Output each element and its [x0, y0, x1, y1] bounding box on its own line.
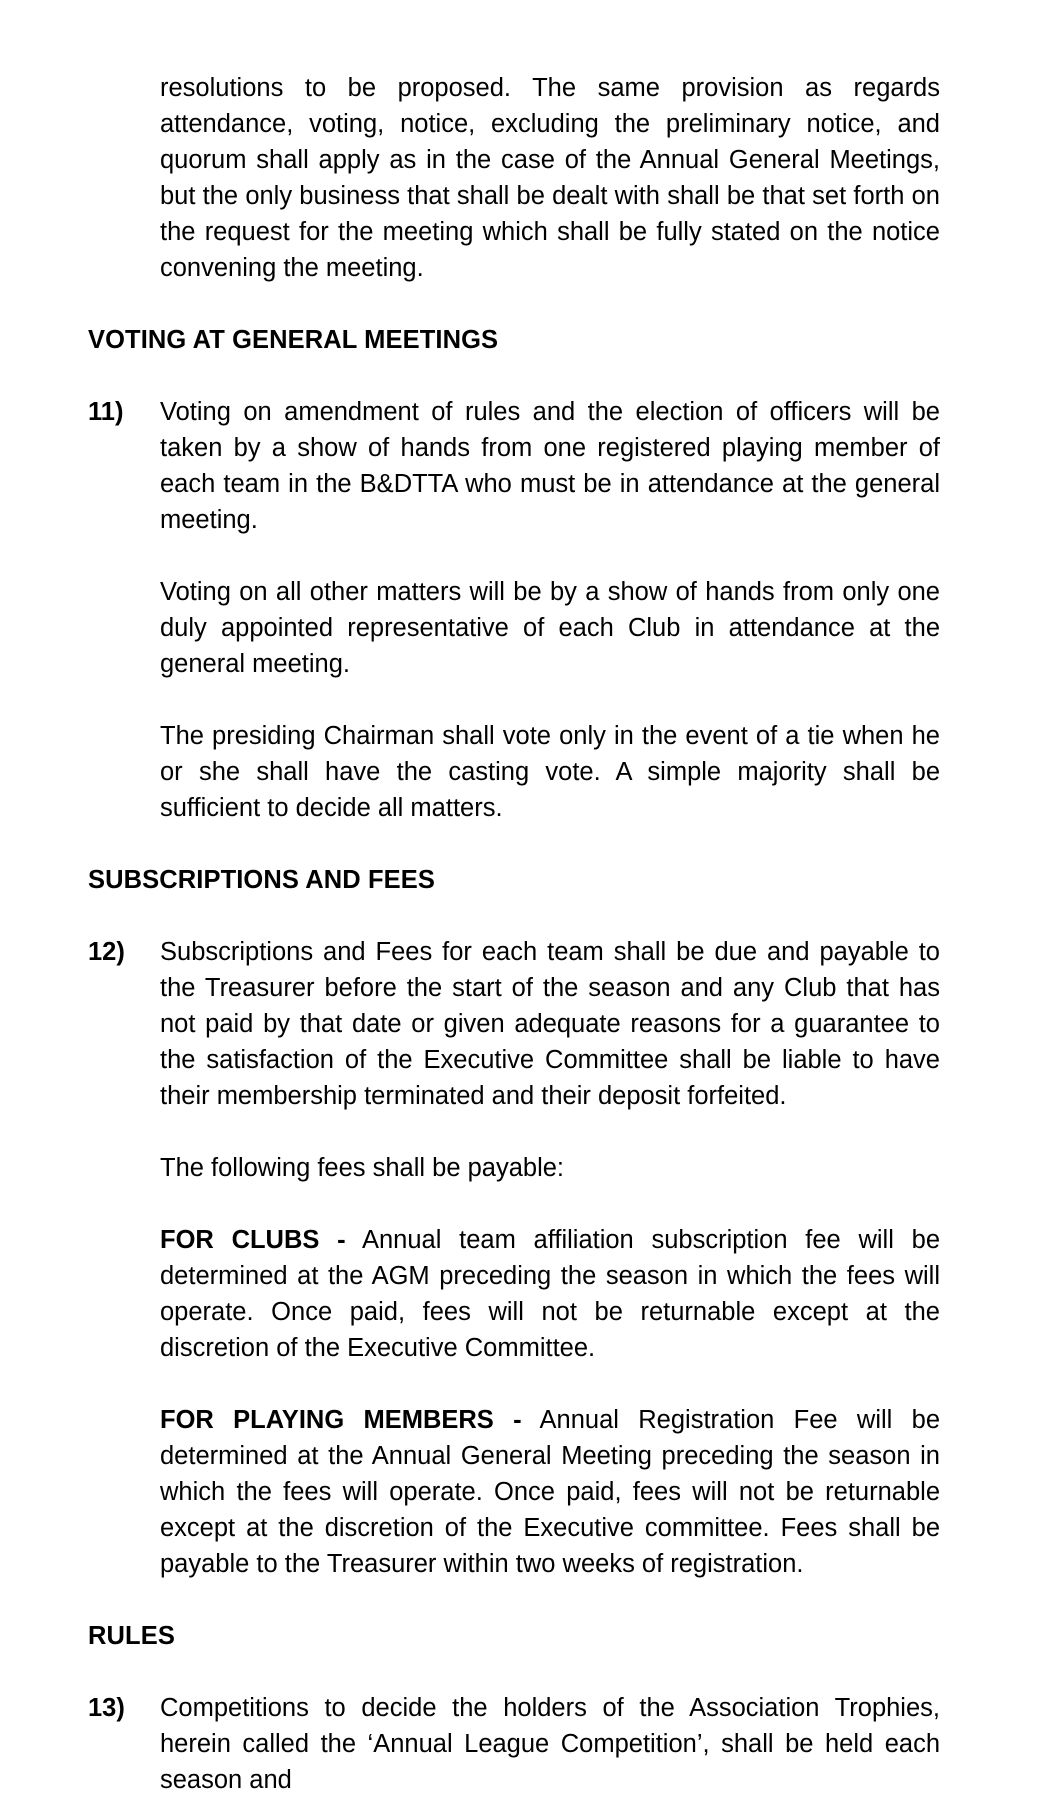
spacer: [88, 1582, 940, 1618]
clause-11-paragraph-1: Voting on amendment of rules and the election of officers will be taken by a show of hands from one registered playing member of each team in the B&DTTA who must be in attendance at the general meeting.: [160, 398, 940, 534]
spacer: [88, 358, 940, 394]
continuation-paragraph-block: [88, 70, 940, 286]
fee-item-for-playing-members-text: Annual Registration Fee will be determined at the Annual General Meeting preceding the season in which the fees will operate. Once paid, fees will not be returnable except at the discretion of the Executive committee. Fees shall be payable to the Treasurer within two weeks of registration.: [160, 1406, 940, 1578]
section-heading-subscriptions-and-fees: SUBSCRIPTIONS AND FEES: [88, 866, 435, 894]
clause-12-paragraph-2: The following fees shall be payable:: [160, 1154, 565, 1182]
clause-13: [88, 1690, 940, 1798]
clause-number-13: 13): [88, 1694, 125, 1722]
spacer: [88, 286, 940, 322]
spacer: [88, 1654, 940, 1690]
continuation-paragraph: resolutions to be proposed. The same provision as regards attendance, voting, notice, excluding the preliminary notice, and quorum shall apply as in the case of the Annual General Meetings, but the only business that shall be dealt with shall be that set forth on the request for the meeting which shall be fully stated on the notice convening the meeting.: [160, 74, 940, 282]
spacer: [160, 1366, 940, 1402]
clause-11-paragraph-2: Voting on all other matters will be by a show of hands from only one duly appointed representative of each Club in attendance at the general meeting.: [160, 578, 940, 678]
spacer: [160, 1114, 940, 1150]
fee-item-for-clubs-text: Annual team affiliation subscription fee will be determined at the AGM preceding the season in which the fees will operate. Once paid, fees will not be returnable except at the discretion of the Executive Committee.: [160, 1226, 940, 1362]
clause-11-paragraph-3: The presiding Chairman shall vote only in the event of a tie when he or she shall have the casting vote. A simple majority shall be sufficient to decide all matters.: [160, 722, 940, 822]
clause-13-paragraph-1: Competitions to decide the holders of the Association Trophies, herein called the ‘Annual League Competition’, shall be held each season and: [160, 1694, 940, 1794]
fee-item-for-playing-members-label: FOR PLAYING MEMBERS -: [160, 1406, 522, 1434]
clause-number-11: 11): [88, 398, 124, 426]
clause-11: [88, 394, 940, 826]
spacer: [160, 538, 940, 574]
spacer: [160, 682, 940, 718]
fee-item-for-clubs: [160, 1222, 940, 1366]
clause-number-12: 12): [88, 938, 125, 966]
section-heading-voting-at-general-meetings: VOTING AT GENERAL MEETINGS: [88, 326, 499, 354]
clause-12-body: [160, 934, 940, 1582]
spacer: [88, 826, 940, 862]
clause-11-body: [160, 394, 940, 826]
clause-13-body: [160, 1690, 940, 1798]
clause-12: [88, 934, 940, 1582]
fee-item-for-playing-members: [160, 1402, 940, 1582]
spacer: [88, 898, 940, 934]
section-heading-rules: RULES: [88, 1622, 175, 1650]
spacer: [160, 1186, 940, 1222]
clause-12-paragraph-1: Subscriptions and Fees for each team shall be due and payable to the Treasurer before the start of the season and any Club that has not paid by that date or given adequate reasons for a guarantee to the satisfaction of the Executive Committee shall be liable to have their membership terminated and their deposit forfeited.: [160, 938, 940, 1110]
fee-item-for-clubs-label: FOR CLUBS -: [160, 1226, 346, 1254]
